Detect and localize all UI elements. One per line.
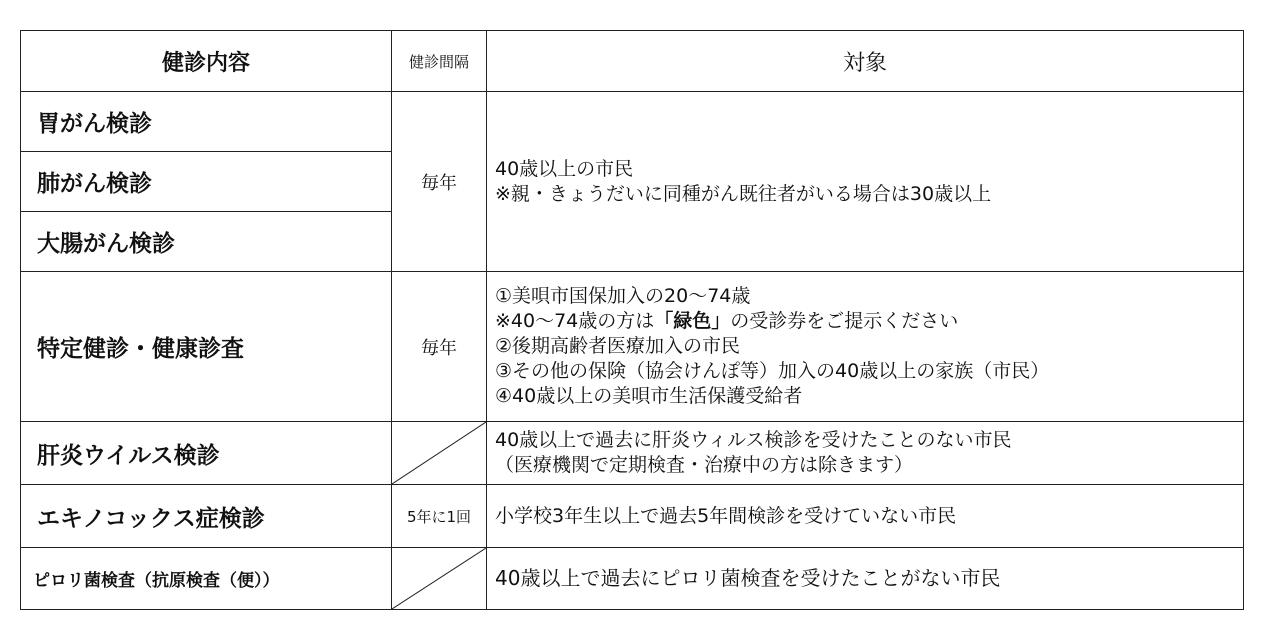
diagonal-line (392, 548, 486, 609)
header-row (21, 31, 1244, 92)
hepatitis-name: 肝炎ウイルス検診 (21, 422, 392, 485)
pylori-name: ピロリ菌検査（抗原検査（便）） (21, 548, 392, 610)
green-ticket-label: 「緑色」 (654, 310, 731, 332)
colon-cancer-name: 大腸がん検診 (21, 212, 392, 272)
tokutei-interval: 毎年 (392, 272, 487, 422)
table-row (21, 548, 1244, 610)
diagonal-line (392, 422, 486, 484)
empty-interval-cell (392, 548, 487, 610)
header-interval: 健診間隔 (392, 31, 487, 92)
target-line: ③その他の保険（協会けんぽ等）加入の40歳以上の家族（市民） (495, 360, 1050, 382)
target-line: 40歳以上で過去に肝炎ウィルス検診を受けたことのない市民 (495, 429, 1012, 451)
target-line: （医療機関で定期検査・治療中の方は除きます） (495, 454, 914, 476)
target-line: 40歳以上の市民 (495, 157, 634, 180)
lung-cancer-name: 肺がん検診 (21, 152, 392, 212)
echinococcus-interval: 5年に1回 (392, 485, 487, 548)
target-line: ※親・きょうだいに同種がん既往者がいる場合は30歳以上 (495, 182, 992, 205)
hepatitis-target (487, 422, 1244, 485)
tokutei-name: 特定健診・健康診査 (21, 272, 392, 422)
checkup-table (20, 30, 1244, 610)
target-line: ①美唄市国保加入の20～74歳 (495, 285, 751, 307)
target-line: ④40歳以上の美唄市生活保護受給者 (495, 385, 803, 407)
empty-interval-cell (392, 422, 487, 485)
echinococcus-name: エキノコックス症検診 (21, 485, 392, 548)
target-line: ②後期高齢者医療加入の市民 (495, 335, 741, 357)
table-row (21, 422, 1244, 485)
echinococcus-target: 小学校3年生以上で過去5年間検診を受けていない市民 (487, 485, 1244, 548)
stomach-cancer-name: 胃がん検診 (21, 92, 392, 152)
table-row (21, 485, 1244, 548)
table-row (21, 272, 1244, 422)
table-row (21, 92, 1244, 152)
target-text: ※40～74歳の方は (495, 310, 655, 332)
tokutei-target (487, 272, 1244, 422)
header-content: 健診内容 (21, 31, 392, 92)
target-text: の受診券をご提示ください (730, 310, 959, 332)
header-target: 対象 (487, 31, 1244, 92)
target-line (495, 309, 1243, 334)
cancer-interval: 毎年 (392, 92, 487, 272)
pylori-target: 40歳以上で過去にピロリ菌検査を受けたことがない市民 (487, 548, 1244, 610)
cancer-target (487, 92, 1244, 272)
